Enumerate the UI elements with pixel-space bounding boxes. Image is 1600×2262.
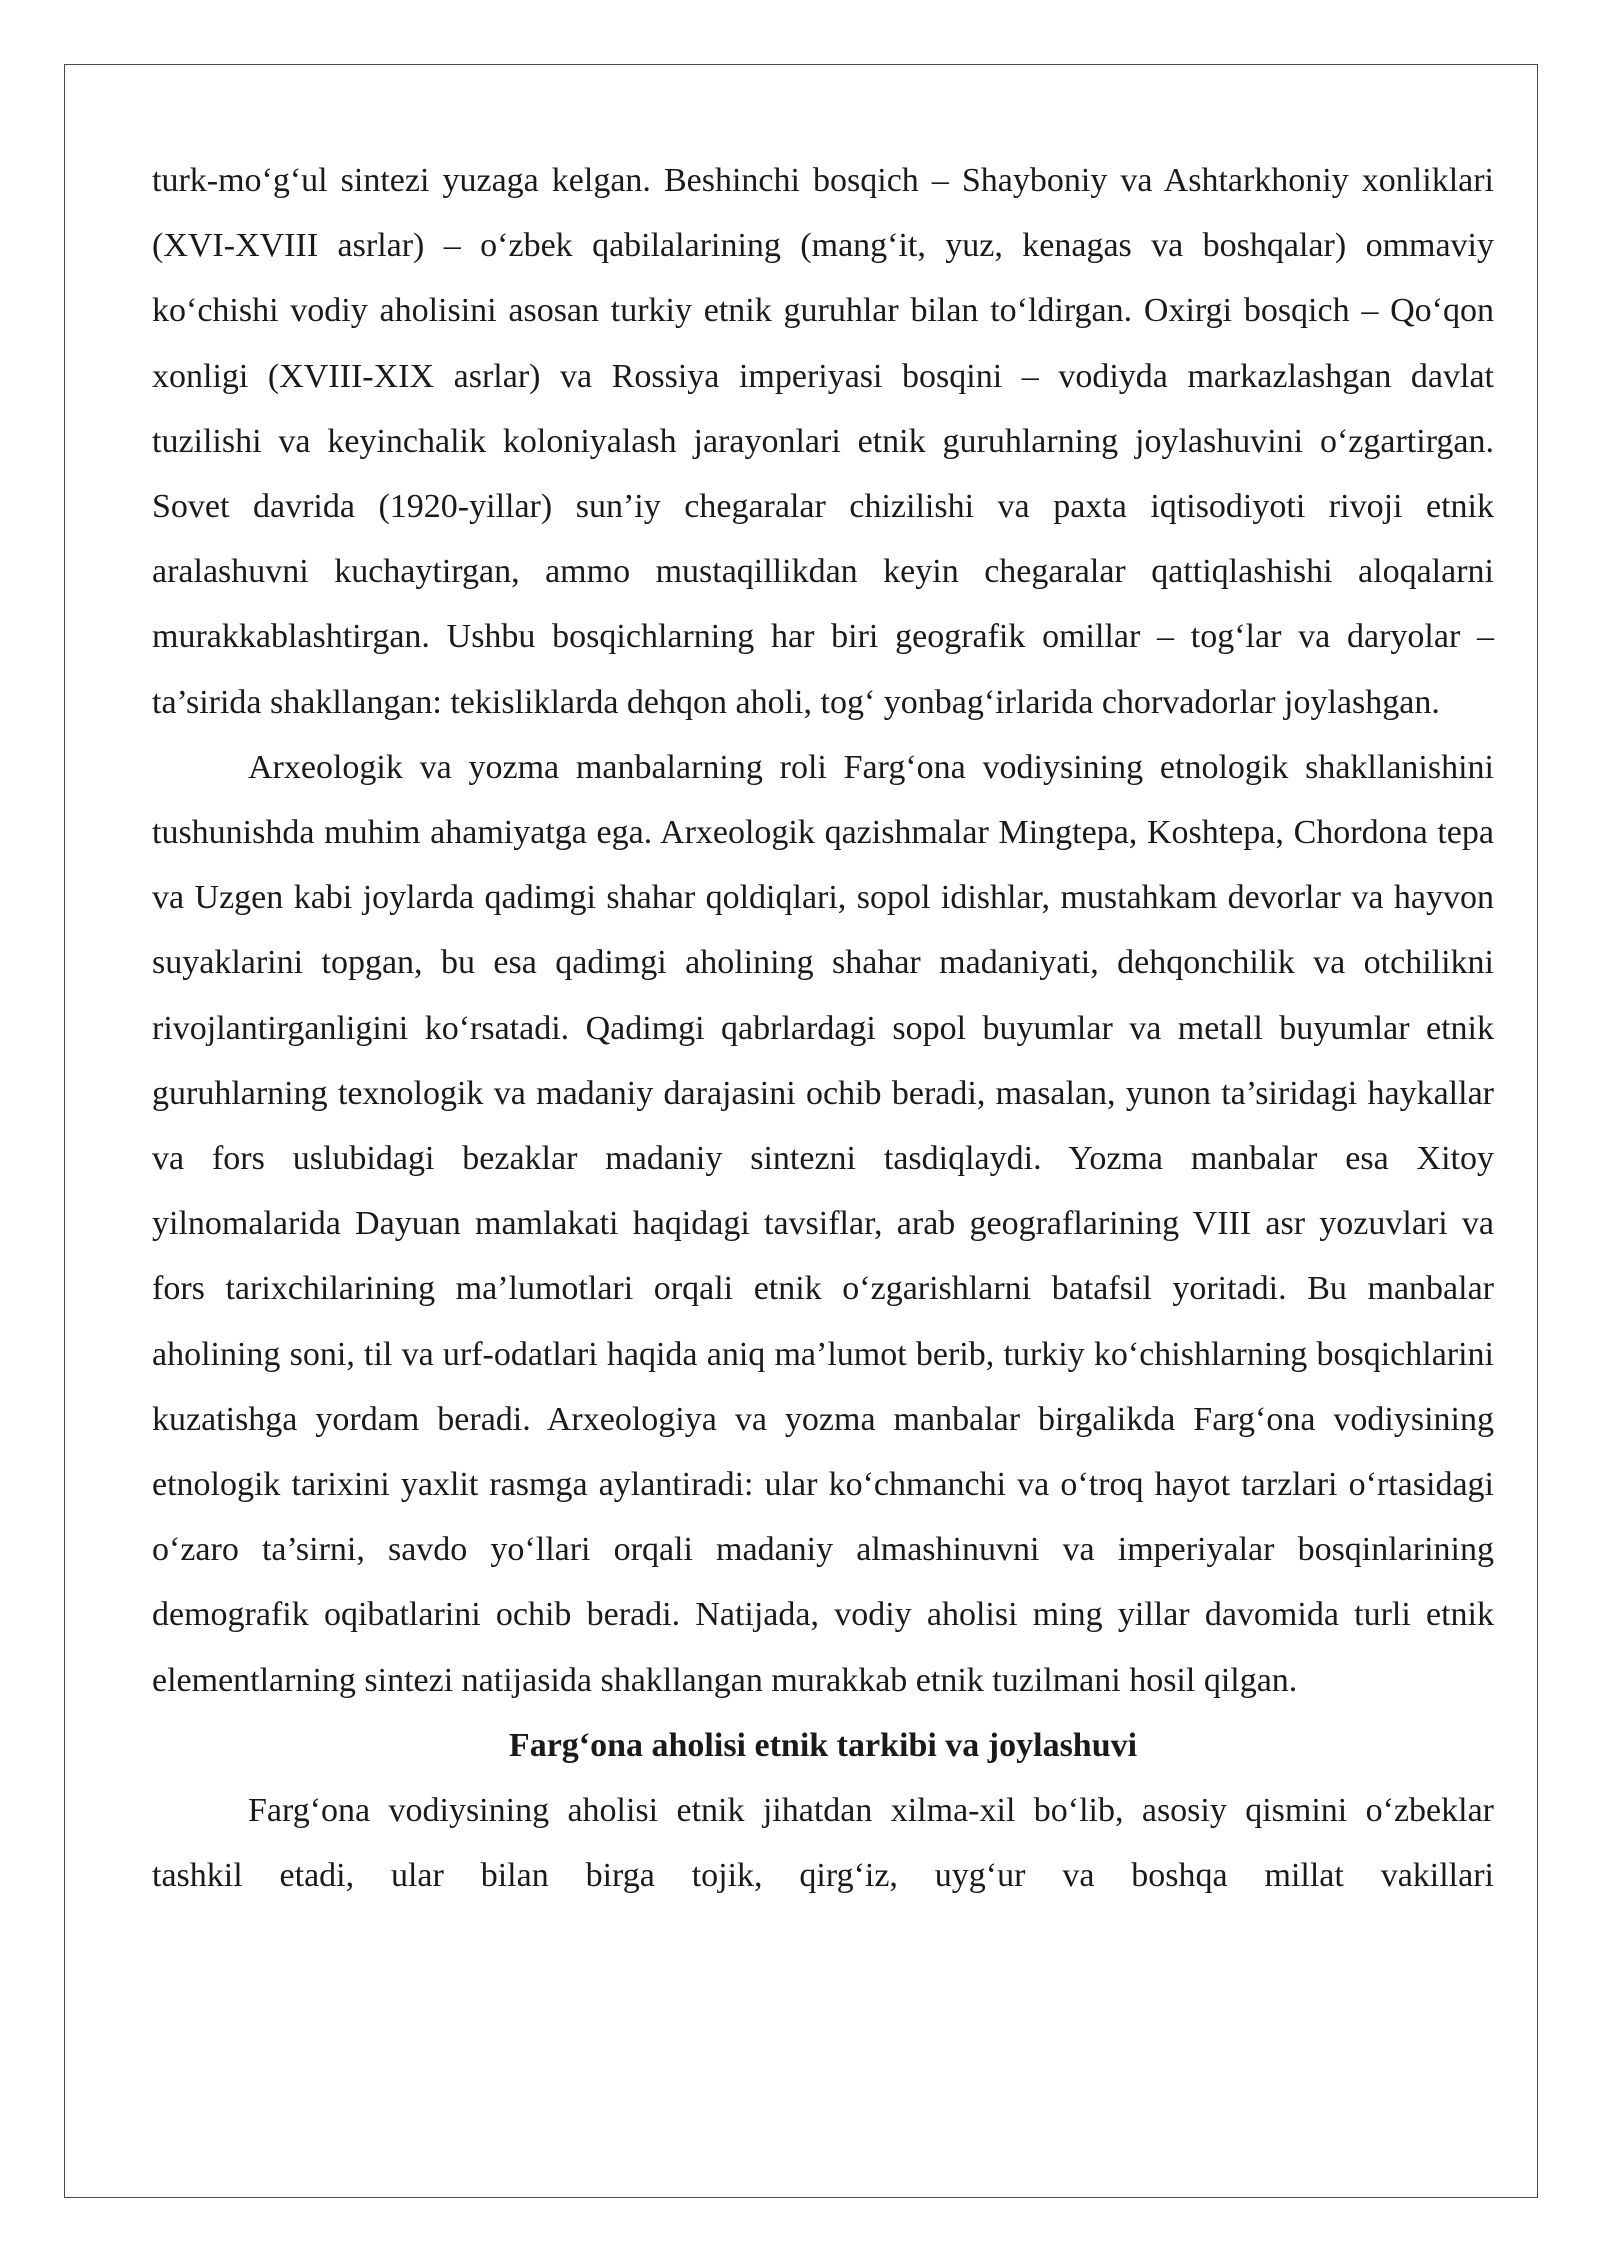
section-heading: Farg‘ona aholisi etnik tarkibi va joylashuvi xyxy=(508,1726,1138,1764)
paragraph-continuation: turk-mo‘g‘ul sintezi yuzaga kelgan. Beshinchi bosqich – Shayboniy va Ashtarkhoniy xonliklari (XVI-XVIII asrlar) – o‘zbek qabilalarining (mang‘it, yuz, kenagas va boshqalar) ommaviy ko‘chishi vodiy aholisini asosan turkiy etnik guruhlar bilan to‘ldirgan. Oxirgi bosqich – Qo‘qon xonligi (XVIII-XIX asrlar) va Rossiya imperiyasi bosqini – vodiyda markazlashgan davlat tuzilishi va keyinchalik koloniyalash jarayonlari etnik guruhlarning joylashuvini o‘zgartirgan. Sovet davrida (1920-yillar) sun’iy chegaralar chizilishi va paxta iqtisodiyoti rivoji etnik aralashuvni kuchaytirgan, ammo mustaqillikdan keyin chegaralar qattiqlashishi aloqalarni murakkablashtirgan. Ushbu bosqichlarning har biri geografik omillar – tog‘lar va daryolar – ta’sirida shakllangan: tekisliklarda dehqon aholi, tog‘ yonbag‘irlarida chorvadorlar joylashgan. xyxy=(152,162,1494,721)
paragraph-ethnic-composition: Farg‘ona vodiysining aholisi etnik jihatdan xilma-xil bo‘lib, asosiy qismini o‘zbeklar tashkil etadi, ular bilan birga tojik, qirg‘iz, uyg‘ur va boshqa millat vakillari xyxy=(152,1792,1494,1895)
document-body xyxy=(152,148,1494,1908)
paragraph-sources: Arxeologik va yozma manbalarning roli Farg‘ona vodiysining etnologik shakllanishini tushunishda muhim ahamiyatga ega. Arxeologik qazishmalar Mingtepa, Koshtepa, Chordona tepa va Uzgen kabi joylarda qadimgi shahar qoldiqlari, sopol idishlar, mustahkam devorlar va hayvon suyaklarini topgan, bu esa qadimgi aholining shahar madaniyati, dehqonchilik va otchilikni rivojlantirganligini ko‘rsatadi. Qadimgi qabrlardagi sopol buyumlar va metall buyumlar etnik guruhlarning texnologik va madaniy darajasini ochib beradi, masalan, yunon ta’siridagi haykallar va fors uslubidagi bezaklar madaniy sintezni tasdiqlaydi. Yozma manbalar esa Xitoy yilnomalarida Dayuan mamlakati haqidagi tavsiflar, arab geograflarining VIII asr yozuvlari va fors tarixchilarining ma’lumotlari orqali etnik o‘zgarishlarni batafsil yoritadi. Bu manbalar aholining soni, til va urf-odatlari haqida aniq ma’lumot berib, turkiy ko‘chishlarning bosqichlarini kuzatishga yordam beradi. Arxeologiya va yozma manbalar birgalikda Farg‘ona vodiysining etnologik tarixini yaxlit rasmga aylantiradi: ular ko‘chmanchi va o‘troq hayot tarzlari o‘rtasidagi o‘zaro ta’sirni, savdo yo‘llari orqali madaniy almashinuvni va imperiyalar bosqinlarining demografik oqibatlarini ochib beradi. Natijada, vodiy aholisi ming yillar davomida turli etnik elementlarning sintezi natijasida shakllangan murakkab etnik tuzilmani hosil qilgan. xyxy=(152,748,1494,1699)
